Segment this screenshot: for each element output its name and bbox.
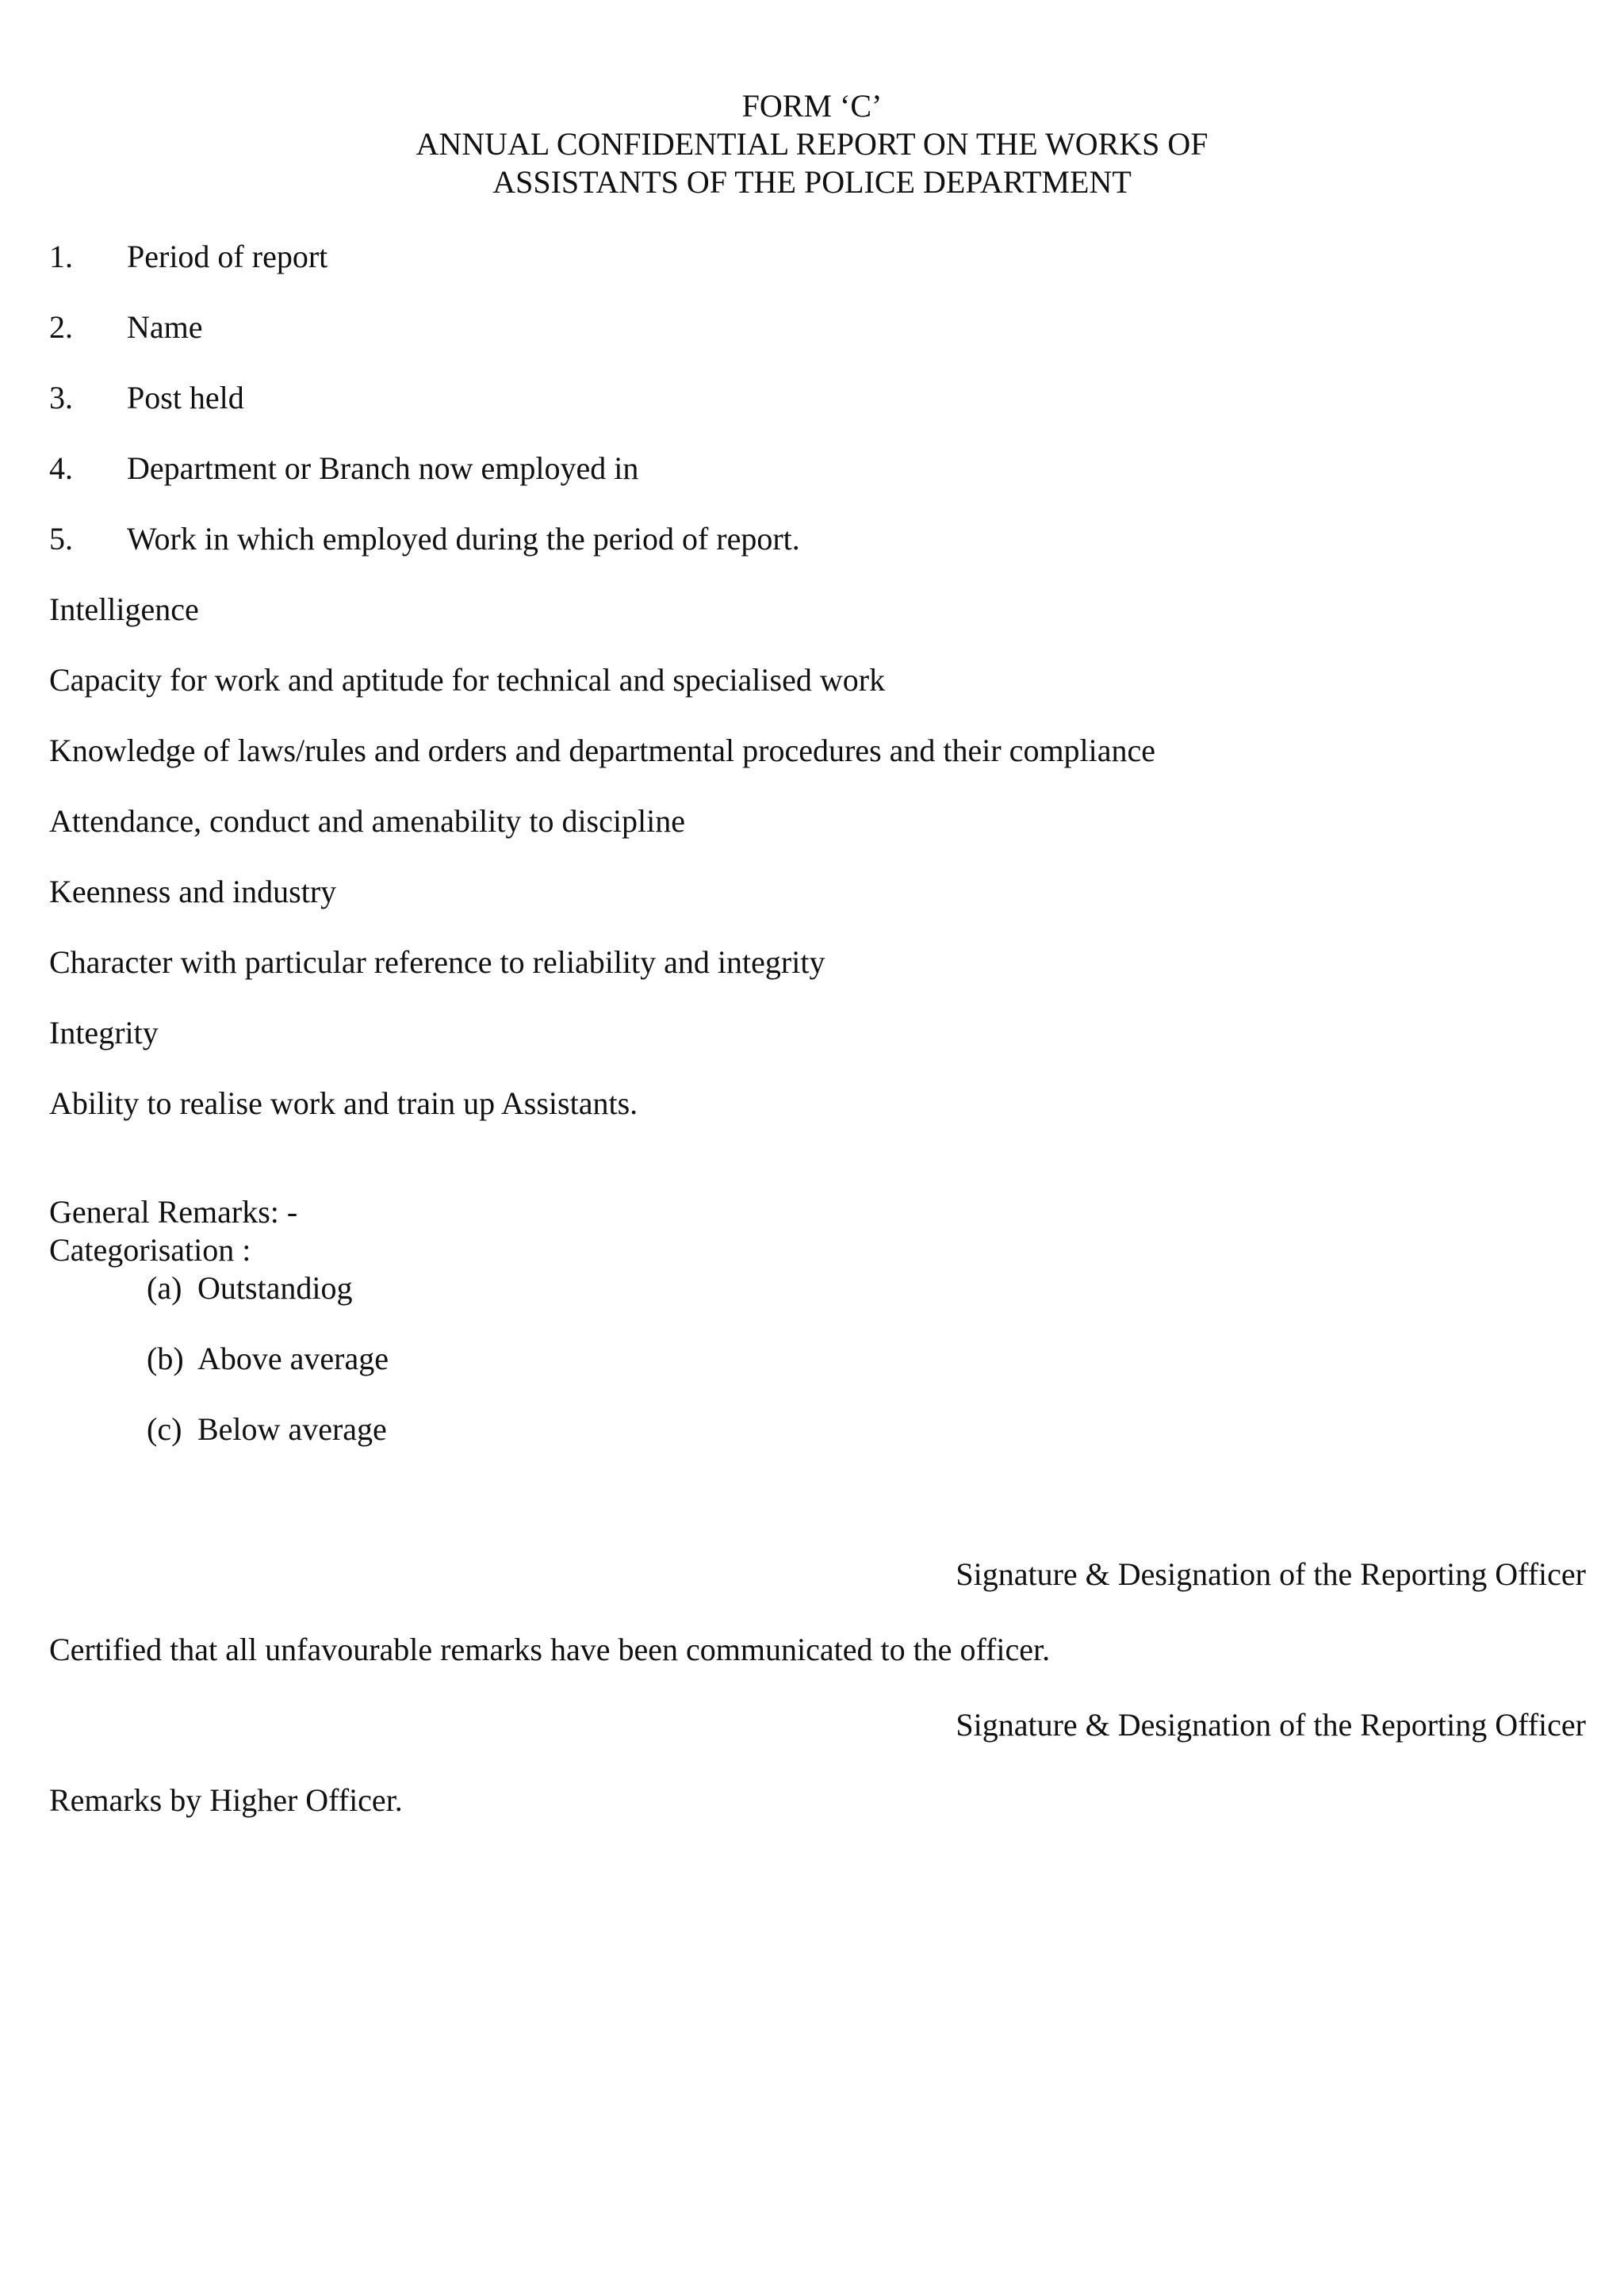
field-label: Name: [127, 309, 203, 345]
higher-officer-remarks-label: Remarks by Higher Officer.: [49, 1782, 403, 1818]
category-letter: (a): [147, 1270, 182, 1306]
assessment-integrity: Integrity: [49, 1015, 159, 1050]
field-label: Period of report: [127, 239, 328, 274]
general-remarks-label: General Remarks: -: [49, 1194, 298, 1230]
assessment-ability: Ability to realise work and train up Assistants.: [49, 1085, 638, 1121]
assessment-intelligence: Intelligence: [49, 591, 199, 627]
field-label: Work in which employed during the period of report.: [127, 521, 800, 557]
form-title: FORM ‘C’: [741, 88, 883, 124]
reporting-officer-signature-2: Signature & Designation of the Reporting Officer: [956, 1707, 1586, 1743]
reporting-officer-signature-1: Signature & Designation of the Reporting Officer: [956, 1556, 1586, 1592]
field-post-held: [49, 379, 244, 417]
assessment-capacity: Capacity for work and aptitude for technical and specialised work: [49, 662, 886, 698]
assessment-knowledge: Knowledge of laws/rules and orders and departmental procedures and their compliance: [49, 733, 1156, 768]
field-number: 3.: [49, 380, 73, 415]
field-name: [49, 308, 203, 346]
category-below-average: [147, 1410, 387, 1448]
field-label: Department or Branch now employed in: [127, 450, 639, 486]
assessment-character: Character with particular reference to reliability and integrity: [49, 944, 825, 980]
assessment-keenness: Keenness and industry: [49, 874, 337, 909]
assessment-attendance: Attendance, conduct and amenability to discipline: [49, 803, 685, 839]
field-work-employed: [49, 520, 800, 558]
category-outstanding: [147, 1269, 353, 1307]
category-letter: (c): [147, 1411, 182, 1447]
category-text: Outstandiog: [197, 1270, 353, 1306]
field-department: [49, 450, 638, 488]
field-number: 2.: [49, 309, 73, 345]
certification-statement: Certified that all unfavourable remarks have been communicated to the officer.: [49, 1632, 1051, 1667]
field-number: 5.: [49, 521, 73, 557]
field-period-of-report: [49, 238, 327, 276]
category-above-average: [147, 1340, 389, 1378]
field-number: 1.: [49, 239, 73, 274]
category-text: Below average: [197, 1411, 387, 1447]
field-label: Post held: [127, 380, 244, 415]
category-text: Above average: [197, 1341, 389, 1376]
field-number: 4.: [49, 450, 73, 486]
report-title-line-1: ANNUAL CONFIDENTIAL REPORT ON THE WORKS OF: [416, 126, 1208, 162]
categorisation-label: Categorisation :: [49, 1232, 251, 1268]
category-letter: (b): [147, 1341, 184, 1376]
form-header: [0, 87, 1624, 201]
report-title-line-2: ASSISTANTS OF THE POLICE DEPARTMENT: [492, 164, 1132, 200]
